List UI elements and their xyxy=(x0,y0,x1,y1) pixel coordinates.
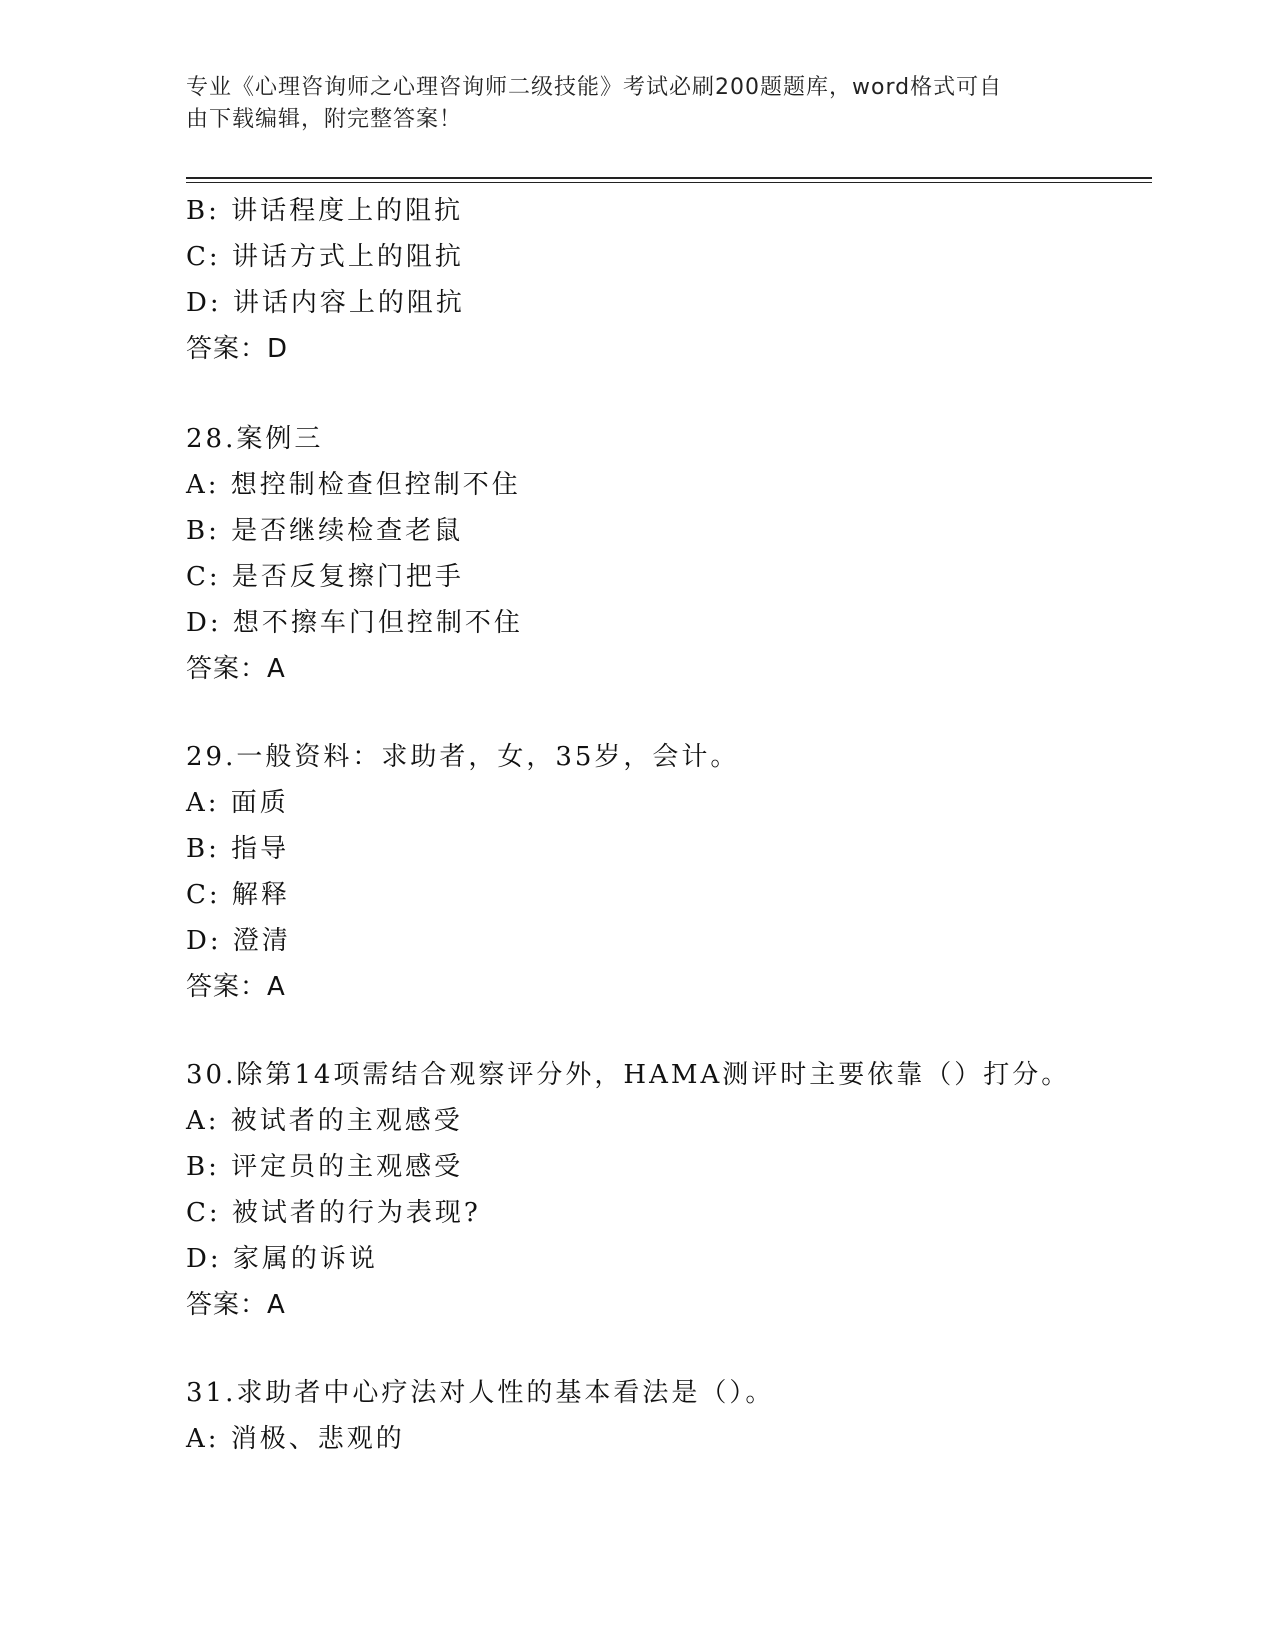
answer: 答案：D xyxy=(186,334,289,364)
answer: 答案：A xyxy=(186,654,286,684)
option-d: D: 想不擦车门但控制不住 xyxy=(186,608,523,638)
option-a: A: 想控制检查但控制不住 xyxy=(186,470,521,500)
option-b: B: 指导 xyxy=(186,834,290,864)
option-a: A: 被试者的主观感受 xyxy=(186,1106,463,1136)
header-line-1: 专业《心理咨询师之心理咨询师二级技能》考试必刷200题题库，word格式可自 xyxy=(186,75,1003,100)
question-stem: 30.除第14项需结合观察评分外，HAMA测评时主要依靠（）打分。 xyxy=(186,1060,1071,1090)
option-b: B: 是否继续检查老鼠 xyxy=(186,516,464,546)
option-d: D: 讲话内容上的阻抗 xyxy=(186,288,465,318)
option-c: C: 是否反复擦门把手 xyxy=(186,562,464,592)
question-27-tail xyxy=(186,188,1152,372)
option-d: D: 家属的诉说 xyxy=(186,1244,378,1274)
question-31 xyxy=(186,1370,1152,1462)
page-header xyxy=(186,72,1066,136)
question-stem: 31.求助者中心疗法对人性的基本看法是（）。 xyxy=(186,1378,775,1408)
question-list xyxy=(186,188,1152,1462)
option-b: B: 讲话程度上的阻抗 xyxy=(186,196,464,226)
header-line-2: 由下载编辑，附完整答案！ xyxy=(186,107,463,132)
option-c: C: 讲话方式上的阻抗 xyxy=(186,242,464,272)
option-c: C: 解释 xyxy=(186,880,290,910)
option-b: B: 评定员的主观感受 xyxy=(186,1152,464,1182)
option-c: C: 被试者的行为表现? xyxy=(186,1198,481,1228)
question-stem: 29.一般资料：求助者，女，35岁，会计。 xyxy=(186,742,740,772)
question-28 xyxy=(186,416,1152,692)
question-29 xyxy=(186,734,1152,1010)
option-a: A: 面质 xyxy=(186,788,289,818)
question-30 xyxy=(186,1052,1152,1328)
question-stem: 28.案例三 xyxy=(186,424,324,454)
answer: 答案：A xyxy=(186,1290,286,1320)
header-divider-thick xyxy=(186,177,1152,179)
answer: 答案：A xyxy=(186,972,286,1002)
option-d: D: 澄清 xyxy=(186,926,291,956)
option-a: A: 消极、悲观的 xyxy=(186,1424,405,1454)
header-divider-thin xyxy=(186,182,1152,183)
